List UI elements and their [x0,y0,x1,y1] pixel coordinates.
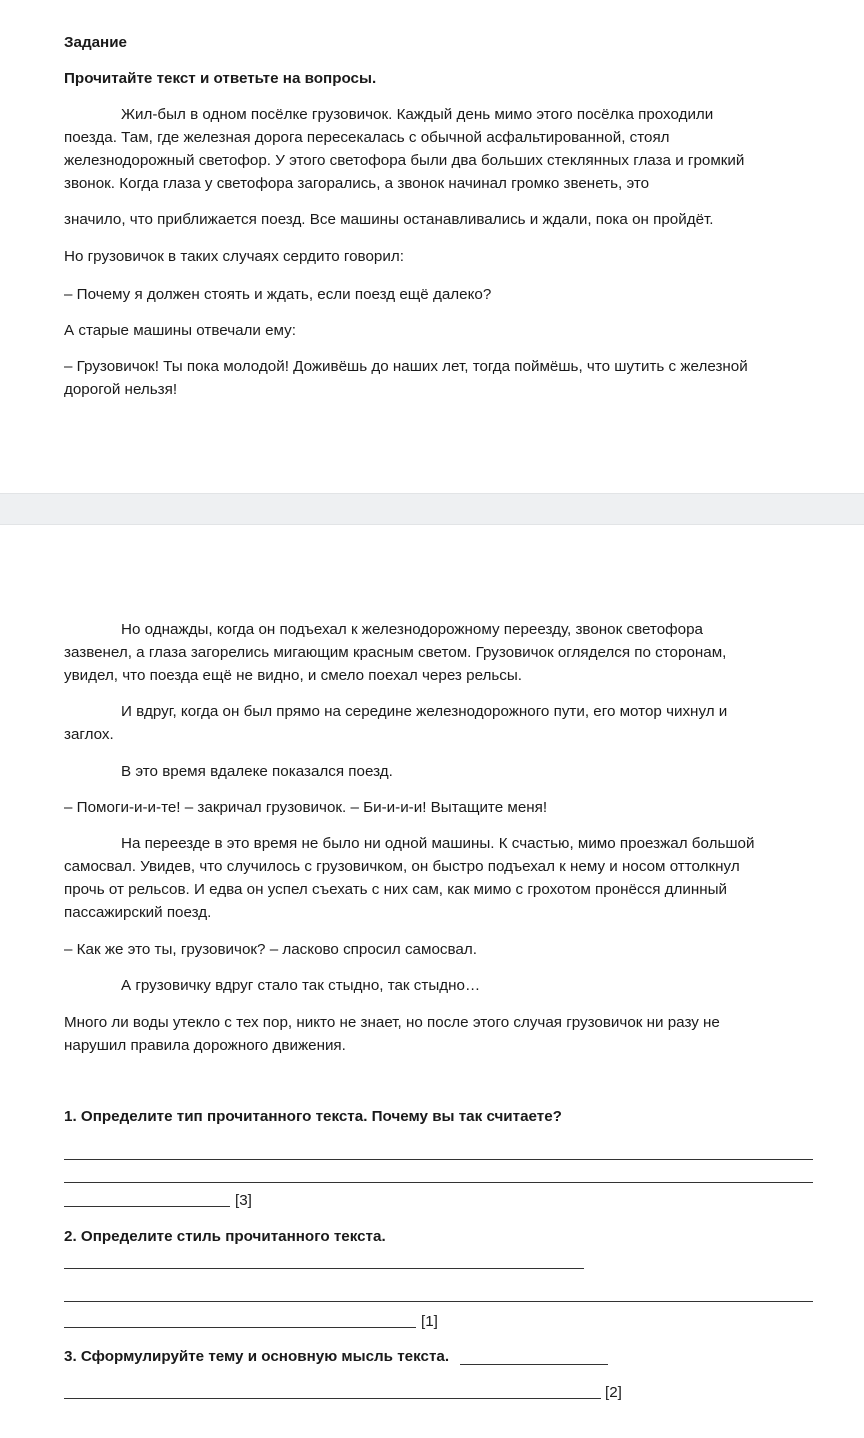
text-line: дорогой нельзя! [64,381,178,398]
points-q2: [1] [421,1313,438,1330]
text-line: Много ли воды утекло с тех пор, никто не знает, но после этого случая грузовичок ни разу не [64,1014,720,1031]
question-1: 1. Определите тип прочитанного текста. Почему вы так считаете? [64,1108,562,1125]
question-3: 3. Сформулируйте тему и основную мысль текста. [64,1348,450,1365]
task-title: Задание [64,34,128,51]
answer-line-1c[interactable] [64,1206,230,1207]
text-line: – Помоги-и-и-те! – закричал грузовичок. – Би-и-и-и! Вытащите меня! [64,799,548,816]
text-line: железнодорожный светофор. У этого светофора были два больших стеклянных глаза и громкий [64,152,745,169]
text-line: зазвенел, а глаза загорелись мигающим красным светом. Грузовичок огляделся по сторонам, [64,644,727,661]
text-line: – Грузовичок! Ты пока молодой! Доживёшь до наших лет, тогда поймёшь, что шутить с железной [64,358,748,375]
points-q3: [2] [605,1384,622,1401]
text-line: самосвал. Увидев, что случилось с грузовичком, он быстро подъехал к нему и носом оттолкнул [64,858,740,875]
text-line: – Почему я должен стоять и ждать, если поезд ещё далеко? [64,286,492,303]
text-line: В это время вдалеке показался поезд. [121,763,393,780]
page-separator [0,493,864,525]
text-line: Но однажды, когда он подъехал к железнодорожному переезду, звонок светофора [121,621,703,638]
answer-line-1b[interactable] [64,1182,813,1183]
text-line: заглох. [64,726,114,743]
text-line: звонок. Когда глаза у светофора загорались, а звонок начинал громко звенеть, это [64,175,650,192]
answer-line-3a[interactable] [460,1364,608,1365]
question-2: 2. Определите стиль прочитанного текста. [64,1228,386,1245]
document-page-1 [0,0,864,493]
text-line: нарушил правила дорожного движения. [64,1037,346,1054]
text-line: поезда. Там, где железная дорога пересекалась с обычной асфальтированной, стоял [64,129,670,146]
text-line: И вдруг, когда он был прямо на середине железнодорожного пути, его мотор чихнул и [121,703,728,720]
text-line: увидел, что поезда ещё не видно, и смело поехал через рельсы. [64,667,523,684]
text-line: На переезде в это время не было ни одной машины. К счастью, мимо проезжал большой [121,835,755,852]
text-line: Но грузовичок в таких случаях сердито говорил: [64,248,404,265]
text-line: – Как же это ты, грузовичок? – ласково спросил самосвал. [64,941,477,958]
answer-line-2c[interactable] [64,1327,416,1328]
text-line: пассажирский поезд. [64,904,212,921]
text-line: А старые машины отвечали ему: [64,322,296,339]
answer-line-2b[interactable] [64,1301,813,1302]
answer-line-2a[interactable] [64,1268,584,1269]
answer-line-1a[interactable] [64,1159,813,1160]
task-instruction: Прочитайте текст и ответьте на вопросы. [64,70,377,87]
text-line: А грузовичку вдруг стало так стыдно, так стыдно… [121,977,481,994]
text-line: прочь от рельсов. И едва он успел съехать с них сам, как мимо с грохотом пронёсся длинный [64,881,728,898]
text-line: Жил-был в одном посёлке грузовичок. Каждый день мимо этого посёлка проходили [121,106,714,123]
points-q1: [3] [235,1192,252,1209]
document-page-2 [0,525,864,1438]
answer-line-3b[interactable] [64,1398,601,1399]
text-line: значило, что приближается поезд. Все машины останавливались и ждали, пока он пройдёт. [64,211,714,228]
